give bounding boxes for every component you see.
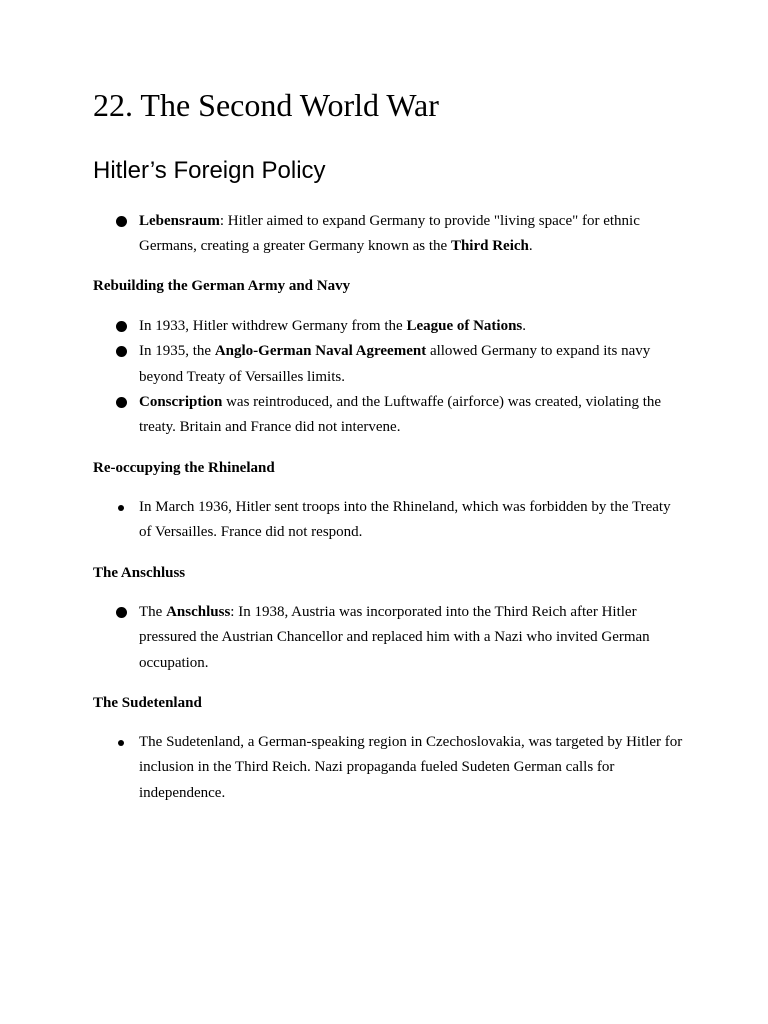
text: . <box>522 318 527 334</box>
heading-rhineland: Re-occupying the Rhineland <box>93 460 275 476</box>
text: : Hitler aimed to expand Germany to provide "living space" for ethnic Germans, creating a greater Germany known as the <box>139 213 640 255</box>
list-item <box>93 730 683 806</box>
bullet-icon <box>116 346 127 357</box>
text: In 1933, Hitler withdrew Germany from the <box>139 318 407 334</box>
bullet-icon <box>116 321 127 332</box>
list-item <box>93 209 683 260</box>
term: League of Nations <box>406 318 523 334</box>
anschluss-list <box>93 600 683 676</box>
term: Lebensraum <box>139 213 220 229</box>
term: Conscription <box>139 393 223 410</box>
bullet-icon <box>116 397 127 408</box>
bullet-icon <box>118 740 124 746</box>
list-item <box>93 495 683 546</box>
heading-army: Rebuilding the German Army and Navy <box>93 278 351 294</box>
list-item <box>93 600 683 676</box>
term: Third Reich <box>450 238 529 255</box>
lebensraum-list <box>93 209 683 260</box>
army-list <box>93 314 683 440</box>
bullet-icon <box>118 505 124 511</box>
term: Anschluss <box>166 604 231 620</box>
heading-anschluss: The Anschluss <box>93 565 186 581</box>
text: . <box>528 238 533 255</box>
sudetenland-list <box>93 730 683 806</box>
bullet-icon <box>116 607 127 618</box>
bullet-icon <box>116 216 127 227</box>
rhineland-list <box>93 495 683 546</box>
page-title: 22. The Second World War <box>93 87 439 123</box>
heading-sudetenland: The Sudetenland <box>93 695 202 711</box>
text: allowed Germany to expand its navy beyond Treaty of Versailles limits. <box>139 343 651 385</box>
list-item <box>93 339 683 390</box>
text: In 1935, the <box>139 343 215 360</box>
text: The Sudetenland, a German-speaking region in Czechoslovakia, was targeted by Hitler for inclusion in the Third Reich. Nazi propaganda fueled Sudeten German calls for independence. <box>139 734 683 801</box>
text: was reintroduced, and the Luftwaffe (airforce) was created, violating the treaty. Britain and France did not intervene. <box>139 393 662 436</box>
text: In March 1936, Hitler sent troops into the Rhineland, which was forbidden by the Treaty of Versailles. France did not respond. <box>139 499 671 541</box>
section-title: Hitler’s Foreign Policy <box>93 157 326 184</box>
text: The <box>139 604 167 620</box>
list-item <box>93 390 683 441</box>
term: Anglo-German Naval Agreement <box>214 343 427 360</box>
list-item <box>93 314 683 339</box>
text: : In 1938, Austria was incorporated into the Third Reich after Hitler pressured the Austrian Chancellor and replaced him with a Nazi who invited German occupation. <box>139 604 650 671</box>
